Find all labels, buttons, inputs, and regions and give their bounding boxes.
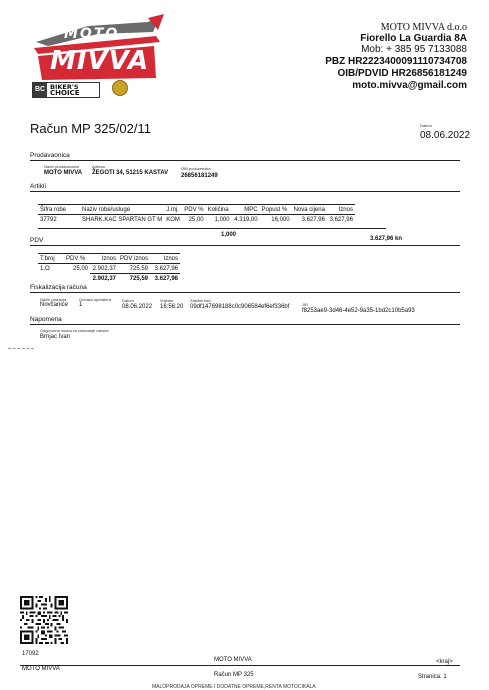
items-cell: 3.627,96: [329, 216, 353, 223]
company-street: Fiorello La Guardia 8A: [360, 33, 467, 44]
vat-section-title: PDV: [30, 237, 44, 244]
fiscal-time: 16:56:20: [160, 304, 184, 310]
bikers-text: BIKER'S: [50, 83, 79, 91]
responsible-label: Odgovorna osoba za izdavanje računa: [40, 328, 109, 333]
items-row: [38, 215, 355, 225]
vat-total-cell: 725,59: [118, 274, 150, 284]
invoice-date-label: Datum: [420, 123, 432, 128]
vat-cell: 1.O: [40, 265, 50, 272]
vat-header-row: [38, 254, 180, 264]
vat-cell: 2.902,37: [92, 265, 116, 272]
footer-page: Stranica: 1: [418, 674, 447, 680]
company-oib: OIB/PDVID HR26856181249: [337, 68, 467, 79]
vat-total-cell: 3.627,96: [150, 274, 180, 284]
seller-name-label: Naziv prodavaonice: [44, 164, 80, 169]
footer-invoice-ref: Račun MP 325: [214, 672, 254, 678]
vat-header-cell: Iznos: [90, 254, 118, 264]
company-email: moto.mivva@gmail.com: [352, 80, 467, 91]
items-header-cell: Količina: [206, 205, 232, 215]
footer-center-company: MOTO MIVVA: [214, 657, 252, 663]
items-cell: SHARK.KAC SPARTAN GT M: [82, 216, 163, 223]
company-pbz: PBZ HR2223400091110734708: [325, 56, 467, 67]
items-total-rule: [38, 228, 386, 229]
invoice-date: 08.06.2022: [420, 130, 471, 141]
seller-address: ŽEGOTI 34, 51215 KASTAV: [92, 170, 169, 176]
seller-name: MOTO MIVVA: [44, 170, 83, 176]
jir-label: JIR: [302, 302, 308, 307]
items-section-title: Artikli: [30, 183, 46, 190]
seller-oib: 26856181249: [181, 173, 218, 179]
items-table: [38, 204, 355, 224]
items-header-cell: Naziv robe/usluge: [80, 205, 164, 215]
jir-value: f8253ae9-3d46-4e52-9a35-1bd2c10b5a93: [302, 308, 415, 314]
grand-total: 3.627,96 kn: [370, 236, 403, 242]
items-header-cell: Popust %: [260, 205, 292, 215]
items-cell: 4.319,00: [234, 216, 258, 223]
fiscal-time-label: Vrijeme: [160, 298, 174, 303]
logo-moto: MOTO: [64, 26, 120, 42]
items-total-qty: 1,000: [221, 232, 237, 238]
vat-total-cell: 2.902,37: [90, 274, 118, 284]
choice-text: CHOICE: [50, 89, 80, 97]
note-rule: [30, 324, 460, 325]
vat-cell: 725,59: [129, 265, 149, 272]
payment-label: Način plaćanja: [40, 297, 67, 302]
bc-emblem: BC: [33, 83, 47, 97]
items-cell: 25,00: [188, 216, 204, 223]
signature-line: [8, 348, 34, 349]
vat-cell: 25,00: [72, 265, 88, 272]
footer-rule: [20, 665, 460, 666]
zki-label: Zaštitni kod: [190, 298, 211, 303]
items-header-row: [38, 205, 355, 215]
items-rule: [30, 191, 460, 192]
vat-cell: 3.627,96: [154, 265, 179, 272]
items-cell: 1,000: [214, 216, 230, 223]
items-header-cell: J.mj.: [164, 205, 182, 215]
bikers-choice-badge: [32, 82, 100, 98]
qr-code-icon: [20, 596, 68, 644]
fiscal-rule: [30, 292, 460, 293]
vat-rule: [30, 245, 460, 246]
gold-seal-icon: [112, 80, 128, 96]
vat-header-cell: Iznos: [150, 254, 180, 264]
seller-address-label: Adresa: [92, 164, 105, 169]
seller-oib-label: OIB poduzetnika: [181, 166, 211, 171]
footer-code: 17092: [22, 651, 39, 657]
items-cell: KOM: [166, 216, 180, 223]
company-logo: [28, 12, 168, 97]
vat-table: [38, 253, 180, 283]
company-phone: Mob: + 385 95 7133088: [361, 44, 467, 55]
operator-label: Oznaka operatera: [79, 297, 112, 302]
zki-value: 09df147698188c0c906584ef6ef336bf: [190, 304, 290, 310]
invoice-title: Račun MP 325/02/11: [30, 121, 151, 136]
operator-value: 1: [79, 302, 83, 308]
responsible-name: Brnjac Ivan: [40, 334, 71, 340]
items-header-cell: Nova cijena: [293, 206, 325, 213]
seller-section-title: Prodavaonica: [30, 152, 70, 159]
vat-header-cell: PDV %: [64, 254, 90, 264]
vat-total-row: [38, 274, 180, 284]
items-header-cell: Iznos: [327, 205, 355, 215]
seller-rule: [30, 160, 460, 161]
vat-row: [38, 264, 180, 274]
fiscal-section-title: Fiskalizacija računa: [30, 284, 87, 291]
fiscal-date-label: Datum: [122, 298, 134, 303]
vat-header-cell: T.broj: [38, 254, 64, 264]
items-header-cell: PDV %: [184, 206, 204, 213]
items-cell: 3.627,96: [301, 216, 325, 223]
fiscal-date: 08.06.2022: [122, 304, 153, 310]
items-cell: 37792: [40, 216, 57, 223]
payment-value: Novčanice: [40, 302, 69, 308]
items-cell: 16,000: [271, 216, 290, 223]
footer-end-tag: <kraj>: [436, 659, 453, 665]
vat-header-cell: PDV iznos: [120, 255, 149, 262]
items-header-cell: Šifra robe: [38, 205, 80, 215]
items-header-cell: MPC: [232, 205, 260, 215]
footer-tagline: MALOPRODAJA OPREME I DODATNE OPREME,RENTA MOTOCIKALA: [152, 684, 316, 690]
company-name: MOTO MIVVA d.o.o: [380, 22, 467, 33]
logo-mivva: MIVVA: [50, 46, 150, 76]
note-section-title: Napomena: [30, 316, 62, 323]
footer-left-company: MOTO MIVVA: [22, 666, 60, 672]
